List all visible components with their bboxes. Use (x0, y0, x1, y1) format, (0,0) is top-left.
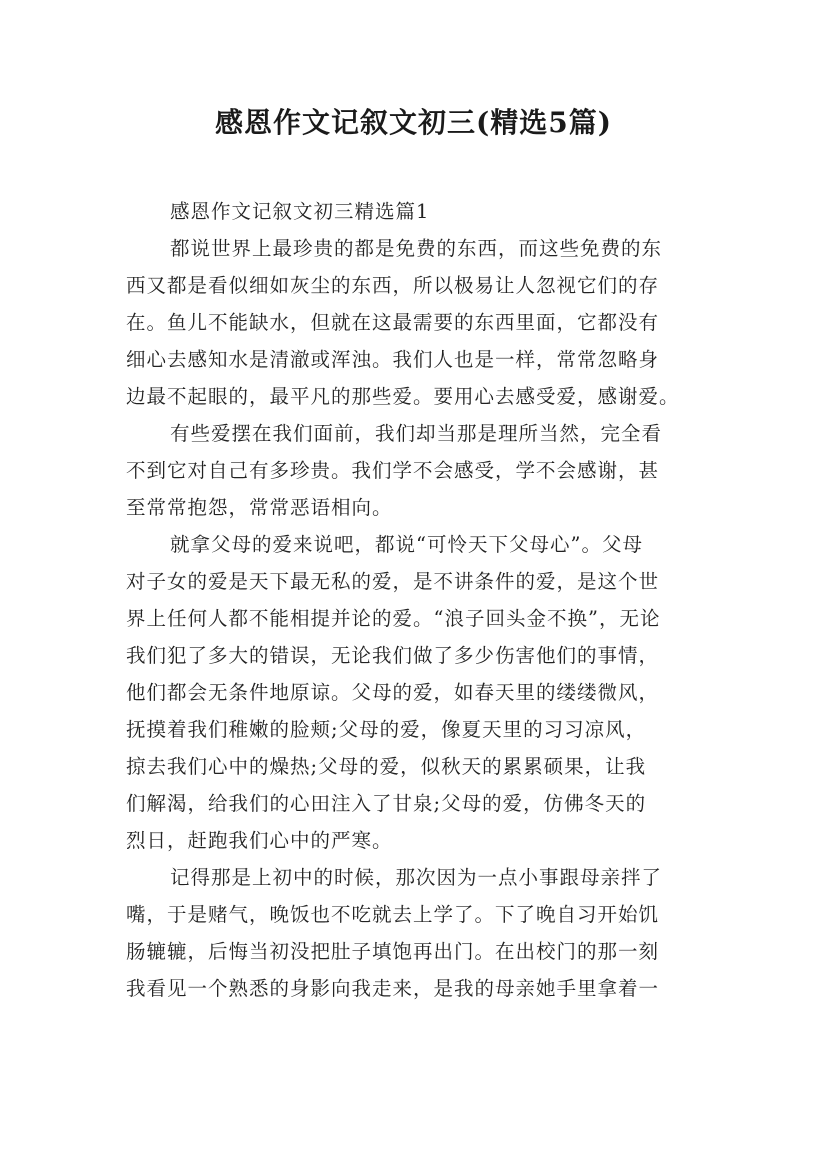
paragraph-line: 掠去我们心中的燥热;父母的爱，似秋天的累累硕果，让我 (126, 755, 647, 778)
paragraph-line: 西又都是看似细如灰尘的东西，所以极易让人忽视它们的存 (126, 274, 660, 297)
paragraph-line: 都说世界上最珍贵的都是免费的东西，而这些免费的东 (170, 237, 663, 260)
paragraph-line: 就拿父母的爱来说吧，都说“可怜天下父母心”。父母 (170, 533, 643, 556)
paragraph-line: 有些爱摆在我们面前，我们却当那是理所当然，完全看 (170, 422, 663, 445)
paragraph-line: 记得那是上初中的时候，那次因为一点小事跟母亲拌了 (170, 866, 663, 889)
paragraph-line: 细心去感知水是清澈或浑浊。我们人也是一样，常常忽略身 (126, 348, 660, 371)
section-heading: 感恩作文记叙文初三精选篇1 (170, 200, 430, 223)
paragraph-line: 嘴，于是赌气，晚饭也不吃就去上学了。下了晚自习开始饥 (126, 903, 660, 926)
paragraph-line: 边最不起眼的，最平凡的那些爱。要用心去感受爱，感谢爱。 (126, 385, 680, 408)
paragraph-line: 至常常抱怨，常常恶语相向。 (126, 496, 393, 519)
paragraph-line: 我们犯了多大的错误，无论我们做了多少伤害他们的事情， (126, 644, 660, 667)
paragraph-line: 抚摸着我们稚嫩的脸颊;父母的爱，像夏天里的习习凉风， (126, 718, 647, 741)
paragraph-line: 肠辘辘，后悔当初没把肚子填饱再出门。在出校门的那一刻 (126, 940, 660, 963)
document-title: 感恩作文记叙文初三(精选5篇) (215, 106, 612, 139)
paragraph-line: 不到它对自己有多珍贵。我们学不会感受，学不会感谢，甚 (126, 459, 660, 482)
paragraph-line: 我看见一个熟悉的身影向我走来，是我的母亲她手里拿着一 (126, 977, 660, 1000)
paragraph-line: 们解渴，给我们的心田注入了甘泉;父母的爱，仿佛冬天的 (126, 792, 647, 815)
paragraph-line: 烈日，赶跑我们心中的严寒。 (126, 829, 393, 852)
paragraph-line: 对子女的爱是天下最无私的爱，是不讲条件的爱，是这个世 (126, 570, 660, 593)
paragraph-line: 他们都会无条件地原谅。父母的爱，如春天里的缕缕微风， (126, 681, 660, 704)
paragraph-line: 界上任何人都不能相提并论的爱。“浪子回头金不换”，无论 (126, 607, 661, 630)
paragraph-line: 在。鱼儿不能缺水，但就在这最需要的东西里面，它都没有 (126, 311, 660, 334)
